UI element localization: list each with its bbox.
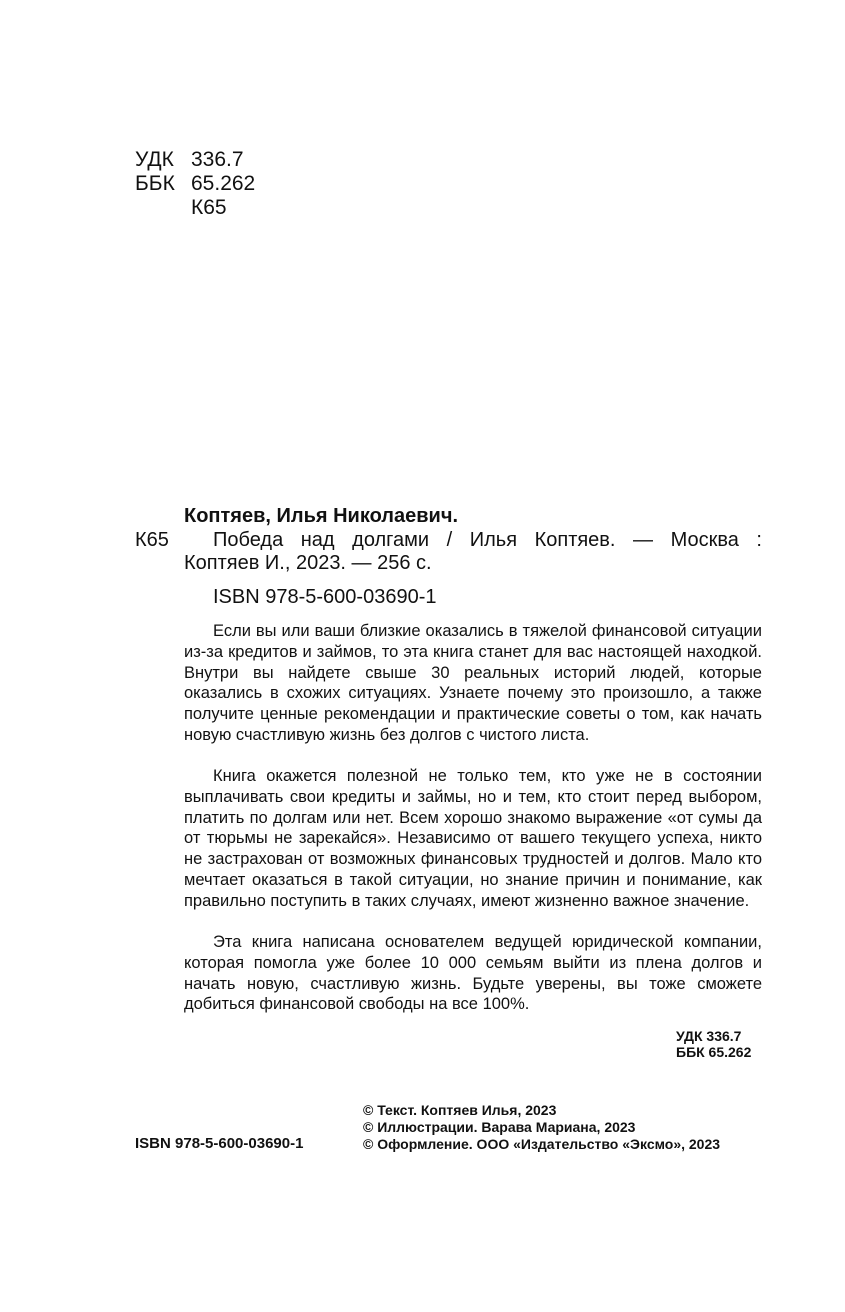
copyright-text: © Текст. Коптяев Илья, 2023	[363, 1102, 557, 1118]
codes-udk: УДК 336.7	[676, 1028, 742, 1044]
bbk-label: ББК	[135, 172, 175, 195]
bbk-value: 65.262	[191, 172, 256, 195]
udk-label: УДК	[135, 148, 174, 171]
footer-isbn: ISBN 978-5-600-03690-1	[135, 1135, 304, 1152]
annotation-paragraph-1: Если вы или ваши близкие оказались в тяжелой финансовой ситуации из-за кредитов и займов, то эта книга станет для вас настоящей находкой. Внутри вы найдете свыше 30 реальных историй людей, которые оказались в схожих ситуациях. Узнаете почему это произошло, а также получите ценные рекомендации и практические советы о том, как начать новую счастливую жизнь без долгов с чистого листа.	[184, 622, 762, 744]
codes-bbk: ББК 65.262	[676, 1044, 752, 1060]
annotation-paragraph-3: Эта книга написана основателем ведущей юридической компании, которая помогла уже более 10 000 семьям выйти из плена долгов и начать новую, счастливую жизнь. Будьте уверены, вы тоже сможете добиться финансовой свободы на все 100%.	[184, 933, 762, 1014]
udk-value: 336.7	[191, 148, 244, 171]
card-sign: К65	[135, 529, 169, 551]
author-sign: К65	[191, 196, 227, 219]
card-author: Коптяев, Илья Николаевич.	[184, 505, 459, 527]
card-isbn: ISBN 978-5-600-03690-1	[213, 586, 437, 608]
copyright-design: © Оформление. ООО «Издательство «Эксмо», 2023	[363, 1136, 721, 1152]
card-title-line2: Коптяев И., 2023. — 256 с.	[184, 552, 432, 574]
copyright-illustrations: © Иллюстрации. Варава Мариана, 2023	[363, 1119, 636, 1135]
card-title-line1: Победа над долгами / Илья Коптяев. — Москва :	[213, 529, 762, 551]
annotation-paragraph-2: Книга окажется полезной не только тем, кто уже не в состоянии выплачивать свои кредиты и займы, но и тем, кто стоит перед выбором, платить по долгам или нет. Всем хорошо знакомо выражение «от сумы да от тюрьмы не зарекайся». Независимо от вашего текущего успеха, никто не застрахован от возможных финансовых трудностей и долгов. Мало кто мечтает оказаться в такой ситуации, но знание причин и понимание, как правильно поступить в таких случаях, имеют жизненно важное значение.	[184, 767, 762, 910]
